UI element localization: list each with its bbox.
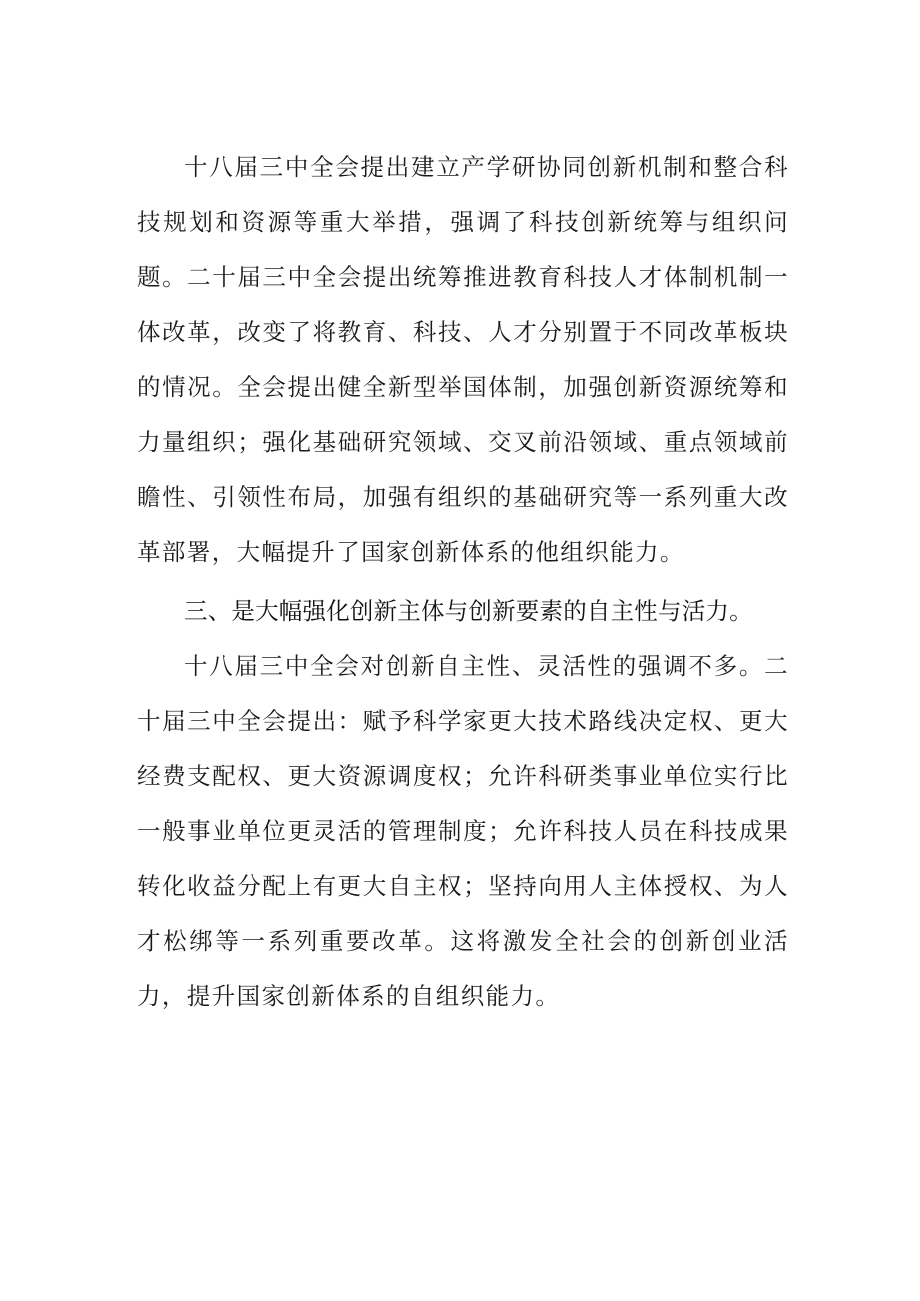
section-heading-three: 三、是大幅强化创新主体与创新要素的自主性与活力。 xyxy=(184,597,753,625)
paragraph-tripartite-innovation: 十八届三中全会提出建立产学研协同创新机制和整合科技规划和资源等重大举措，强调了科技创新统筹与组织问题。二十届三中全会提出统筹推进教育科技人才体制机制一体改革，改变了将教育、科技、人才分别置于不同改革板块的情况。全会提出健全新型举国体制，加强创新资源统筹和力量组织；强化基础研究领域、交叉前沿领域、重点领域前瞻性、引领性布局，加强有组织的基础研究等一系列重大改革部署，大幅提升了国家创新体系的他组织能力。 xyxy=(137,153,789,566)
document-body xyxy=(137,140,789,1024)
paragraph-innovation-autonomy: 十八届三中全会对创新自主性、灵活性的强调不多。二十届三中全会提出：赋予科学家更大技术路线决定权、更大经费支配权、更大资源调度权；允许科研类事业单位实行比一般事业单位更灵活的管理制度；允许科技人员在科技成果转化收益分配上有更大自主权；坚持向用人主体授权、为人才松绑等一系列重要改革。这将激发全社会的创新创业活力，提升国家创新体系的自组织能力。 xyxy=(137,652,789,1010)
